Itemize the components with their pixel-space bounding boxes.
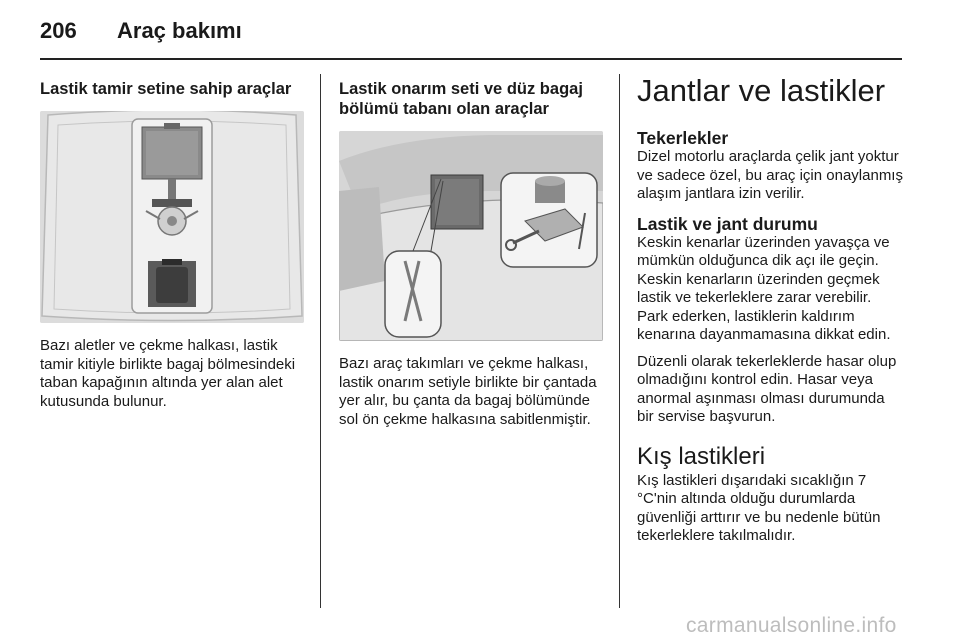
wheels-paragraph: Dizel motorlu araçlarda çelik jant yoktur ve sadece özel, bu araç için onaylanmış alaşım jantlara izin verilir. bbox=[637, 148, 903, 202]
left-heading: Lastik tamir setine sahip araçlar bbox=[40, 80, 292, 98]
right-column bbox=[637, 73, 905, 546]
page-header-title: Araç bakımı bbox=[117, 18, 242, 43]
watermark: carmanualsonline.info bbox=[686, 614, 897, 637]
column-divider-2 bbox=[619, 74, 620, 608]
repair-kit-figure bbox=[339, 131, 603, 341]
left-caption: Bazı aletler ve çekme halkası, lastik tamir kitiyle birlikte bagaj bölmesindeki taban kapağının altında yer alan alet kutusunda bulunur. bbox=[40, 337, 296, 410]
middle-column bbox=[339, 76, 603, 429]
page-number: 206 bbox=[40, 18, 77, 43]
column-divider-1 bbox=[320, 74, 321, 608]
tyre-condition-paragraph-1: Keskin kenarlar üzerinden yavaşça ve mümkün olduğunca dik açı ile geçin. Keskin kenarların üzerinden geçmek lastik ve tekerleklere zarar verebilir. Park ederken, lastiklerin kaldırım kenarına dayanmamasına dikkat edin. bbox=[637, 233, 891, 343]
header-rule bbox=[40, 58, 902, 60]
middle-heading: Lastik onarım seti ve düz bagaj bölümü tabanı olan araçlar bbox=[339, 80, 583, 118]
toolbox-illustration bbox=[40, 111, 304, 323]
repair-kit-illustration bbox=[339, 131, 603, 341]
toolbox-figure bbox=[40, 111, 304, 323]
middle-caption: Bazı araç takımları ve çekme halkası, lastik onarım setiyle birlikte bir çantada yer alır, bu çanta da bagaj bölümünde sol ön çekme halkasına sabitlenmiştir. bbox=[339, 355, 597, 428]
tyre-condition-paragraph-2: Düzenli olarak tekerleklerde hasar olup olmadığını kontrol edin. Hasar veya anormal aşınması olması durumunda bir servise başvurun. bbox=[637, 352, 897, 425]
section-title-wheels-tyres: Jantlar ve lastikler bbox=[637, 73, 886, 108]
winter-tyres-paragraph: Kış lastikleri dışarıdaki sıcaklığın 7 °C'nin altında olduğu durumlarda güvenliği arttırır ve bu nedenle bütün tekerleklere takılmalıdır. bbox=[637, 471, 881, 544]
left-column bbox=[40, 76, 304, 411]
subheading-tyre-condition: Lastik ve jant durumu bbox=[637, 213, 818, 234]
section-title-winter-tyres: Kış lastikleri bbox=[637, 442, 766, 470]
subheading-wheels: Tekerlekler bbox=[637, 128, 729, 148]
